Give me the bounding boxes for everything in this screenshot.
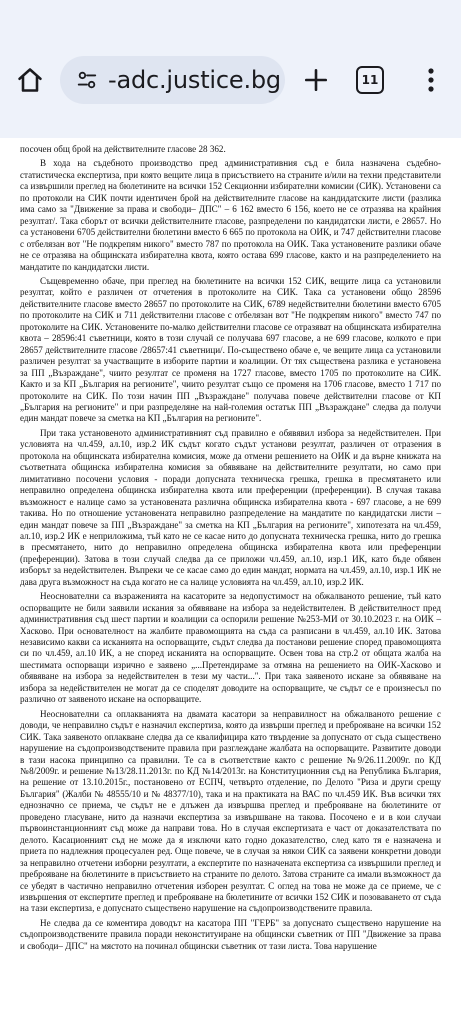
address-bar[interactable]: [60, 56, 285, 104]
home-icon: [16, 66, 44, 94]
new-tab-button[interactable]: [298, 60, 334, 100]
paragraph: При така установеното административният съд правилно е обявявил избора за недействителен. При условията на чл.459, ал.10, изр.2 ИК съдът когато съдът установи резултат, различен от отразения в протокола на общинската избирателна комисия, може да отмени решението на ОИК и да върне книжата на съответната общинска избирателна комисия за обявяване на действителните резултати, но само при лимитативно посочени условия - поради допусната техническа грешка, грешка в пресмятането или неправилно определена общинска избирателна квота или преференции (преференции). В случая такава възможност е налице само за установената различна общинска избирателна квота - 697 гласове, а не 699 такива. Но по отношение установената неправилно разпределение на мандатите по кандидатски листи – един мандат повече за ПП „Възраждане" за сметка на КП „България на регионите", хипотезата на чл.459, ал.10, изр.2 ИК е неприложима, тъй като не се касае нито до допусната техническа грешка, нито до грешка в пресмятането, нито до неправилно определена общинска избирателна квота или преференции (преференции). Затова в този случай следва да се приложи чл.459, ал.10, изр.1 ИК, като бъде обявен изборът за недействителен. Въпреки че се касае само до един мандат, нормата на чл.459, ал.10, изр.1 ИК не дава друга възможност на съда когато не са налице условията на чл.459, ал.10, изр.2 ИК.: [20, 427, 441, 587]
more-vertical-icon: [427, 67, 435, 93]
paragraph: Неоснователни са оплакванията на двамата касатори за неправилност на обжалваното решение с доводи, че неправилно съдът е назначил експертиза, която да извърши преглед и преброяване на всички 152 СИК. Така заявеното оплакване следва да се квалифицира като твърдение за допуснато от съда съществено нарушение на съдопроизводствените правила при разглеждане жалбата на оспорващите. Развитите доводи в тази насока принципно са правилни. Те са в съответствие както с решение №9/26.11.2009г. по КД №8/2009г. и решение №13/28.11.2013г. по КД №14/2013г. на Конституционния съд на Република България, на решение от 13.10.2015г., постановено от ЕСПЧ, четвърто отделение, по Делото "Риза и други срещу България" (Жалби № 48555/10 и № 48377/10), така и на практиката на ВАС по чл.459 ИК. Във всички тях еднозначно се приема, че съдът не е длъжен да извършва преглед и преброяване на бюлетините от проведено гласуване, нито да назначи експертиза за извършване на такова. Посочено е и в кои случаи първоинстанционният съд може да направи това. Но в случая експертизата е част от доказателствата по делото. Касационният съд не може да я изключи като годно доказателство, след като тя е назначена и приета по надлежния процесуален ред. Още повече, че в случая за някои СИК са заявени конкретни доводи за неправилно отчетени изборни резултати, а експертите по назначената експертиза са извършили преглед и преброяване на бюлетините в присъствието на страните по делото. Затова страните са имали възможност да се убедят в частично неправилно отчетения изборен резултат. С оглед на това не може да се приеме, че с извършения от експертите преглед и преброяване на бюлетините от всички 152 СИК и позоваването от съда на тази експертиза, е допуснато съществено нарушение на съдопроизводствените правила.: [20, 708, 441, 914]
document-content: [0, 144, 461, 952]
plus-icon: [303, 67, 329, 93]
tab-switcher-button[interactable]: [352, 62, 388, 98]
overflow-menu-button[interactable]: [416, 60, 446, 100]
tab-count-badge: 11: [356, 66, 384, 94]
paragraph: Неоснователни са възраженията на касаторите за недопустимост на обжалваното решение, тъй като оспорващите не били заявили искания за обявяване на избора за недействителен. В действителност пред административния съд шест партии и коалиции са оспорили решение №253-МИ от 30.10.2023 г. на ОИК – Хасково. При основателност на жалбите правомощията на съда са разписани в чл.459, ал.10 ИК. Затова независимо какви са исканията на оспорващите, съдът следва да постанови решение според правомощията си по чл.459, ал.10 ИК, а не според исканията на оспорващите. Освен това на стр.2 от общата жалба на шестимата оспорващи изрично е заявено „...Претендираме за отмяна на решението на ОИК-Хасково и обявяване на избора за недействителен в тези му части...". При така заявеното искане за обявяване на избора за недействителен не могат да се споделят доводите на оспорващите, че съдът се е произнесъл по различно от заявеното искане на оспорващите.: [20, 591, 441, 705]
paragraph: посочен общ брой на действителните гласове 28 362.: [20, 144, 226, 154]
paragraph: В хода на съдебното производство пред административния съд е била назначена съдебно-статистическа експертиза, при която вещите лица в присъствието на страните и/или на техни представители са извършили преглед на бюлетините на всички 152 Секционни избирателни комисии (СИК). Установени са по протоколи на СИК почти идентичен брой на действителните гласове на кандидатските листи (разлика има само за "Движение за права и свободи– ДПС" – 6 162 вместо 6 156, което не се отразява на крайния резултат/. Така сборът от всички действителните гласове, разпределени по кандидатски листи, е 28657. Но са установени 6705 действителни бюлетини вместо 6 665 по протокола на ОИК, и 747 действителни гласове с отбелязан вот "Не подкрепям никого" вместо 787 по протокола на ОИК. Така установените разлики обаче не се отразява на общинската избирателна квота, която остава 699 гласове, както и на разпределението на мандатите по кандидатски листи.: [20, 158, 441, 272]
url-text: -adc.justice.bg: [108, 66, 281, 94]
home-button[interactable]: [10, 60, 50, 100]
paragraph: Същевременно обаче, при преглед на бюлетините на всички 152 СИК, вещите лица са установили резултат, който е различен от отчетения в протоколите на СИК. Така са установени общо 28596 действителните гласове вместо 28657 по протоколите на СИК, 6789 недействителни бюлетини вместо 6705 по протоколите на СИК и 711 действителни гласове с отбелязан вот "Не подкрепям никого" вместо 747 по протоколите на СИК. Установените по-малко действителни гласове се отразяват на общинската избирателна квота – 28596:41 съветници, която в този случай се получава 697 гласове, а не 699 гласове, колкото е при 28657 действителните гласове /28657:41 съветници/. По-съществено обаче е, че вещите лица са установили различен резултат за участващите в изборите партии и коалиции. От тях съществена разлика е установена за ПП „Възраждане", чиито резултат се променя на 1727 гласове, вместо 1705 по протоколите на СИК. Както и за КП „България на регионите", чиито резултат също се променя на 1706 гласове, вместо 1 717 по протоколите на СИК. По този начин ПП „Възраждане" получава повече действителни гласове от КП „България на регионите" и при разпределяне на най-големия остатък ПП „Възраждане" следва да получи един мандат повече за сметка на КП „България на регионите".: [20, 275, 441, 424]
paragraph: Не следва да се коментира доводът на касатора ПП "ГЕРБ" за допуснато съществено нарушение на съдопроизводствените правила поради неконституиране на общински съветник от ПП "Движение за права и свободи– ДПС" на мястото на починал общински съветник от тази листа. Това нарушение: [20, 917, 441, 951]
document-view[interactable]: [0, 138, 461, 1024]
site-settings-icon[interactable]: [70, 63, 104, 97]
browser-toolbar: [0, 0, 461, 138]
